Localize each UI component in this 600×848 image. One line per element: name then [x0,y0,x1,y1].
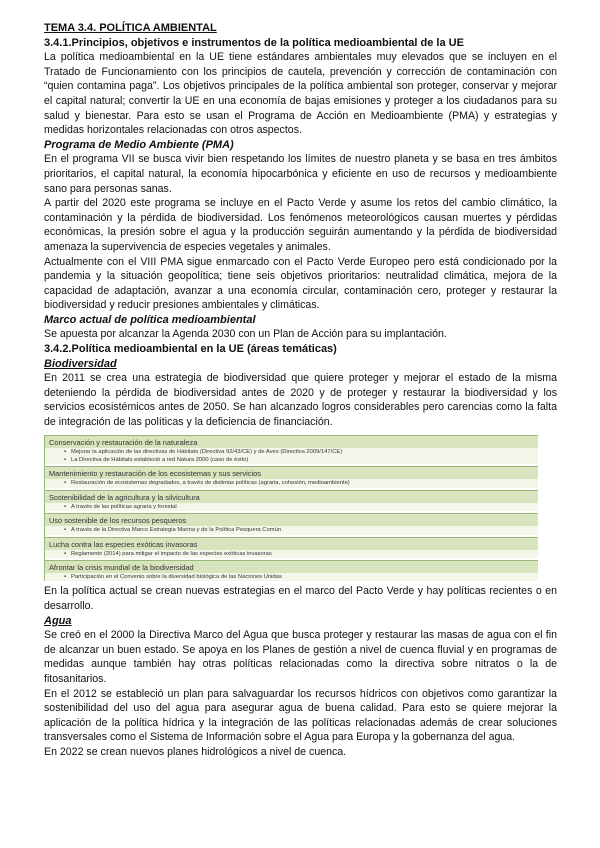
bio-area-title: Uso sostenible de los recursos pesqueros [45,513,538,526]
bio-area-item [45,448,538,456]
bio-area-item [45,456,538,464]
biodiversity-areas-figure [44,435,538,582]
paragraph-bio-1: En 2011 se crea una estrategia de biodiversidad que quiere proteger y mejorar el estado de la misma deteniendo la pérdida de biodiversidad antes de 2020 y de proteger y restaurar la biodiversidad y los servicios ecosistémicos antes de 2050. Se han alcanzado logros considerables pero carencias como la falta de integración de las políticas y la deficiencia de financiación. [44,372,557,429]
subheading-biodiversidad: Biodiversidad [44,357,117,370]
bio-area-block [45,513,538,534]
bio-area-title: Mantenimiento y restauración de los ecosistemas y sus servicios [45,466,538,479]
paragraph-pma-3: Actualmente con el VIII PMA sigue enmarcado con el Pacto Verde Europeo pero está condicionado por la pandemia y la situación geopolítica; tiene seis objetivos prioritarios: neutralidad climática, mejora de la capacidad de adaptación, avanzar a una economía circular, contaminación cero, proteger y restaurar la biodiversidad y reducir presiones ambientales y climáticas. [44,255,557,312]
bio-area-block [45,490,538,511]
bio-area-title: Sostenibilidad de la agricultura y la silvicultura [45,490,538,503]
bio-area-item-text: La Directiva de Hábitats estableció a red Natura 2000 (caso de éxito) [71,457,249,464]
bio-area-block [45,537,538,558]
bullet-icon: ▪ [64,457,67,464]
bio-area-item-text: Restauración de ecosistemas degradados, a través de distintas políticas (agraria, cohesión, medioambiente) [71,480,350,487]
bio-area-item-text: A través de la Directiva Marco Estrategia Marina y de la Política Pesquera Común [71,527,282,534]
paragraph-bio-2: En la política actual se crean nuevas estrategias en el marco del Pacto Verde y hay políticas recientes o en desarrollo. [44,585,557,613]
bullet-icon: ▪ [64,574,67,581]
bullet-icon: ▪ [64,480,67,487]
bio-area-item-text: Reglamento (2014) para mitigar el impacto de las especies exóticas invasoras [71,550,272,557]
bio-area-block [45,560,538,581]
bio-area-item [45,479,538,487]
bio-area-item-text: Mejorar la aplicación de las directivas de Hábitats (Directiva 92/43/CE) y de Aves (Directiva 2009/147/CE) [71,448,343,455]
bio-area-title: Afrontar la crisis mundial de la biodiversidad [45,560,538,573]
bio-area-title: Lucha contra las especies exóticas invasoras [45,537,538,550]
document-page [44,21,557,760]
paragraph-agua-2: En el 2012 se estableció un plan para salvaguardar los recursos hídricos con objetivos como garantizar la sostenibilidad del uso del agua para asegurar agua de buena calidad. Para esto se quiere mejorar la aplicación de la política hídrica y la integración de las políticas relacionadas además de crear soluciones transversales como el Sistema de Información sobre el Agua para Europa y la gobernanza del agua. [44,687,557,744]
bio-area-item-text: A través de las políticas agraria y forestal [71,503,177,510]
document-title: TEMA 3.4. POLÍTICA AMBIENTAL [44,22,217,34]
section-heading-341: 3.4.1.Principios, objetivos e instrumentos de la política medioambiental de la UE [44,36,464,49]
bio-area-block [45,466,538,487]
bio-area-block [45,435,538,465]
bio-area-title: Conservación y restauración de la naturaleza [45,435,538,448]
section-heading-342: 3.4.2.Política medioambiental en la UE (áreas temáticas) [44,343,337,356]
bullet-icon: ▪ [64,503,67,510]
paragraph-pma-1: En el programa VII se busca vivir bien respetando los límites de nuestro planeta y se basa en tres ámbitos prioritarios, el capital natural, la economía hipocarbónica y eficiente en uso de recursos y medioambiente sano para personas sanas. [44,153,557,195]
bullet-icon: ▪ [64,527,67,534]
bio-area-item [45,550,538,558]
subheading-marco: Marco actual de política medioambiental [44,313,256,326]
subheading-pma: Programa de Medio Ambiente (PMA) [44,138,234,151]
subheading-agua: Agua [44,614,72,627]
bio-area-item-text: Participación en el Convenio sobre la diversidad biológica de las Naciones Unidas [71,574,282,581]
bio-area-item [45,503,538,511]
paragraph-agua-3: En 2022 se crean nuevos planes hidrológicos a nivel de cuenca. [44,746,347,758]
bio-area-item [45,526,538,534]
paragraph-marco: Se apuesta por alcanzar la Agenda 2030 con un Plan de Acción para su implantación. [44,328,447,341]
paragraph-intro: La política medioambiental en la UE tiene estándares ambientales muy elevados que se incluyen en el Tratado de Funcionamiento con los principios de cautela, prevención y corrección de contaminación con “quien contamina paga”. Los objetivos principales de la política ambiental son proteger, conservar y mejorar el capital natural; convertir la UE en una economía de bajas emisiones y proteger a los ciudadanos para su salud y bienestar. Para esto se usan el Programa de Acción en Medioambiente (PMA) y estrategias y medidas horizontales relacionadas con otros aspectos. [44,51,557,137]
paragraph-pma-2: A partir del 2020 este programa se incluye en el Pacto Verde y asume los retos del cambio climático, la contaminación y la pérdida de biodiversidad. Los fenómenos meteorológicos causan muertes y pérdidas económicas, la presión sobre el agua y la producción seguirán aumentando y la pérdida de biodiversidad amenaza la supervivencia de especies vegetales y animales. [44,197,557,253]
paragraph-agua-1: Se creó en el 2000 la Directiva Marco del Agua que busca proteger y restaurar las masas de agua con el fin de alcanzar un buen estado. Se apoya en los Planes de gestión a nivel de cuenca fluvial y en programas de medidas aunque también hay otras políticas relacionadas como la directiva sobre nitratos o la de fitosanitarios. [44,629,557,686]
bullet-icon: ▪ [64,550,67,557]
bullet-icon: ▪ [64,448,67,455]
bio-area-item [45,573,538,581]
